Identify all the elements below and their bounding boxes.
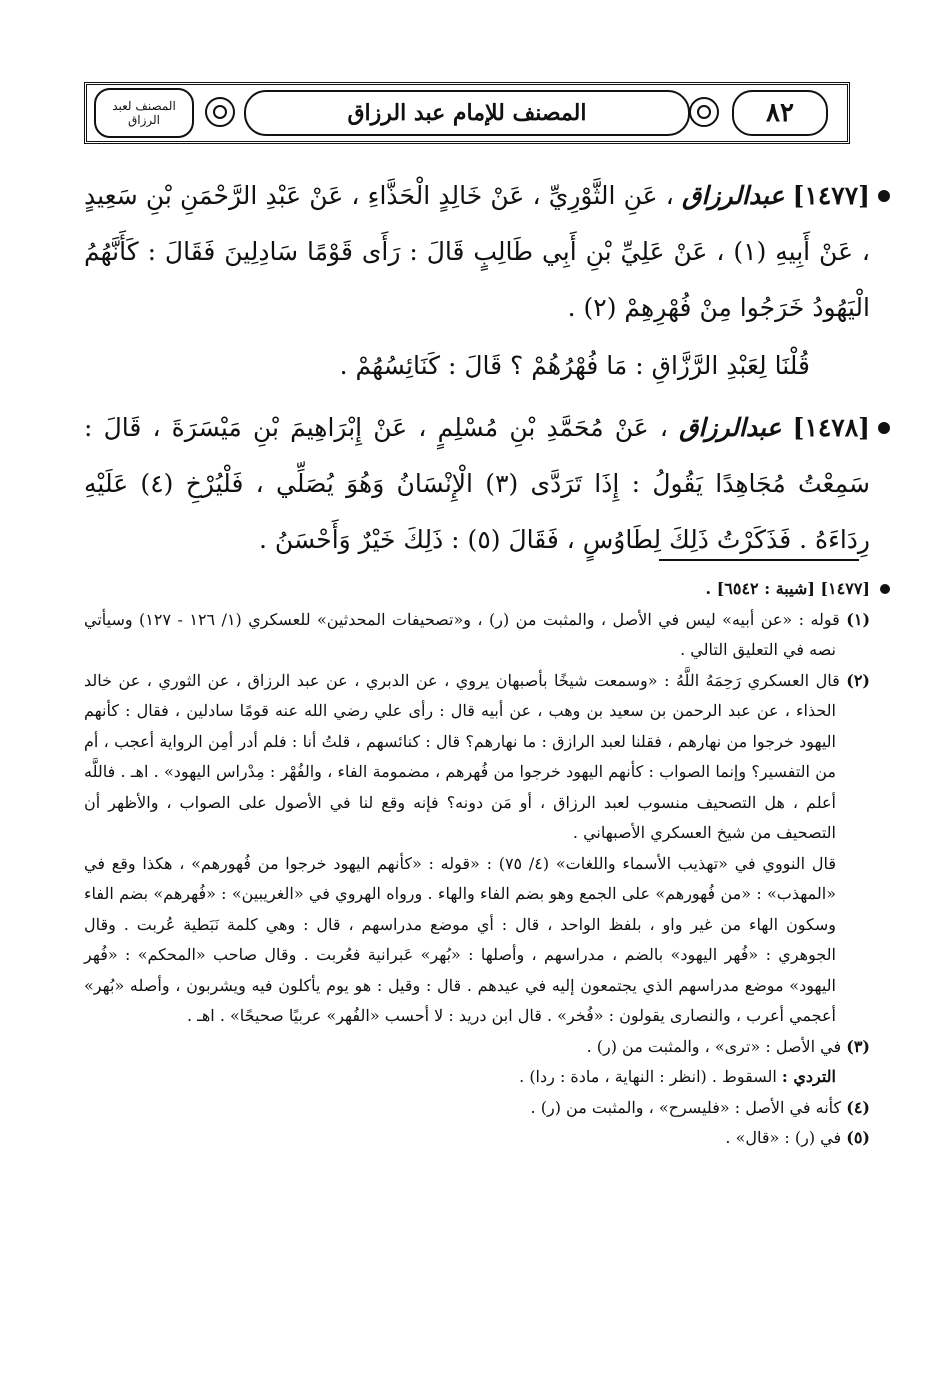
entry-number: [١٤٧٧] <box>792 181 871 210</box>
footnote-text: في الأصل : «ترى» ، والمثبت من (ر) . <box>586 1036 842 1056</box>
footnote-item <box>84 605 870 666</box>
narrator-name: عبدالرزاق <box>682 181 785 210</box>
book-logo <box>94 88 194 138</box>
footnote-separator <box>659 559 859 561</box>
footnote-number: (٢) <box>846 670 870 690</box>
footnote-item <box>84 1093 870 1124</box>
footnote-number: (٤) <box>846 1097 870 1117</box>
footnote-number: (٥) <box>846 1128 870 1147</box>
footnote-number: (٣) <box>846 1036 870 1056</box>
footnote-text: قال النووي في «تهذيب الأسماء واللغات» (٤/ ٧٥) : «قوله : «كأنهم اليهود خرجوا من فُهورهم» ، هكذا وقع في «المهذب» : «من فُهورهم» على الجمع وهو بضم الفاء والهاء . ورواه الهروي في «الغريبين» : «فُهرهم» بضم الفاء وسكون الهاء من غير واو ، بلفظ الواحد ، قال : أي موضع مدراسهم ، قال : وهي كلمة نَبَطية عُربت . وقال الجوهري : «فُهر اليهود» بالضم ، مدراسهم ، وأصلها : «بُهر» عَبرانية فعُربت . وقال صاحب «المحكم» : «فُهر اليهود» موضع مدراسهم الذي يجتمعون إليه في عيدهم . قال : وقيل : هو يوم يأكلون فيه ويشربون ، وأصله «بُهر» أعجمي أعرب ، والنصارى يقولون : «فُخر» . قال ابن دريد : لا أحسب «الفُهر» عربيًا صحيحًا» . اهـ . <box>84 853 837 1025</box>
bullet-icon <box>878 422 890 434</box>
logo-text: المصنف لعبد الرزاق <box>112 99 176 127</box>
page-number: ٨٢ <box>732 90 828 136</box>
footnote-text: قال العسكري رَحِمَهُ اللَّهُ : «وسمعت شيخًا بأصبهان يروي ، عن الدبري ، عن عبد الرزاق ، عن الثوري ، عن خالد الحذاء ، عن عبد الرحمن بن سعيد بن وهب ، عن أبيه قال : رأى علي رضي الله عنه قومًا سادلين ، فقال : كأنهم اليهود خرجوا من نهارهم ، فقلنا لعبد الرازق : ما نهارهم؟ قال : كنائسهم ، قلتُ أنا : فلم أدر أمِن الرواية أعجب ، أم من التفسير؟ وإنما الصواب : كأنهم اليهود خرجوا من فُهرهم ، مضمومة الفاء ، والفُهْر : مِدْراس اليهود» . اهـ . فاللَّه أعلم ، هل التصحيف منسوب لعبد الرزاق ، أو مَن دونه؟ فإنه وقع لنا في الأصول على الصواب ، والأظهر أن التصحيف من شيخ العسكري الأصبهاني . <box>84 670 840 842</box>
bullet-icon <box>880 584 890 594</box>
hadith-entry <box>84 168 870 336</box>
footnote-text: كأنه في الأصل : «فليسرح» ، والمثبت من (ر) . <box>530 1097 842 1117</box>
hadith-text: ، عَنِ الثَّوْرِيِّ ، عَنْ خَالِدٍ الْحَذَّاءِ ، عَنْ عَبْدِ الرَّحْمَنِ بْنِ سَعِيدٍ ، عَنْ أَبِيهِ (١) ، عَنْ عَلِيِّ بْنِ أَبِي طَالِبٍ قَالَ : رَأَى قَوْمًا سَادِلِينَ فَقَالَ : كَأَنَّهُمُ الْيَهُودُ خَرَجُوا مِنْ فُهْرِهِمْ (٢) . <box>84 181 870 322</box>
question-line: قُلْنَا لِعَبْدِ الرَّزَّاقِ : مَا فُهْرُهُمْ ؟ قَالَ : كَنَائِسُهُمْ . <box>339 351 810 380</box>
footnote-item <box>84 1123 870 1154</box>
book-title: المصنف للإمام عبد الرزاق <box>347 100 587 126</box>
footnote-item <box>84 849 870 1032</box>
footnote-label: التردي : <box>781 1067 836 1086</box>
narrator-name: عبدالرزاق <box>679 413 782 442</box>
footnote-number: (١) <box>846 609 871 629</box>
hadith-text: ، عَنْ مُحَمَّدِ بْنِ مُسْلِمٍ ، عَنْ إِبْرَاهِيمَ بْنِ مَيْسَرَةَ ، قَالَ : سَمِعْتُ مُجَاهِدًا يَقُولُ : إِذَا تَرَدَّى (٣) الْإِنْسَانُ وَهُوَ يُصَلِّي ، فَلْيُرْخِ (٤) عَلَيْهِ رِدَاءَهُ . فَذَكَرْتُ ذَلِكَ لِطَاوُسٍ ، فَقَالَ (٥) : ذَلِكَ خَيْرٌ وَأَحْسَنُ . <box>84 413 871 554</box>
footnote-item <box>84 1062 870 1093</box>
footnotes <box>84 574 870 1154</box>
hadith-entry <box>84 400 870 568</box>
footnote-text: السقوط . (انظر : النهاية ، مادة : ردا) . <box>519 1067 777 1086</box>
footnote-text: في (ر) : «قال» . <box>725 1128 842 1147</box>
ornament-icon <box>200 92 240 132</box>
footnote-item <box>84 1032 870 1063</box>
footnote-item <box>84 666 870 849</box>
ornament-icon <box>684 92 724 132</box>
entry-number: [١٤٧٨] <box>792 413 870 442</box>
reference-text: [١٤٧٧] [شيبة : ٦٥٤٢] . <box>705 579 870 598</box>
main-text <box>84 168 870 568</box>
footnote-text: قوله : «عن أبيه» ليس في الأصل ، والمثبت من (ر) ، و«تصحيفات المحدثين» للعسكري (١/ ١٢٦ - ١٢٧) وسيأتي نصه في التعليق التالي . <box>84 609 840 659</box>
title-banner <box>244 90 690 136</box>
footnote-reference <box>84 574 870 605</box>
page-header <box>84 82 850 144</box>
bullet-icon <box>878 190 890 202</box>
